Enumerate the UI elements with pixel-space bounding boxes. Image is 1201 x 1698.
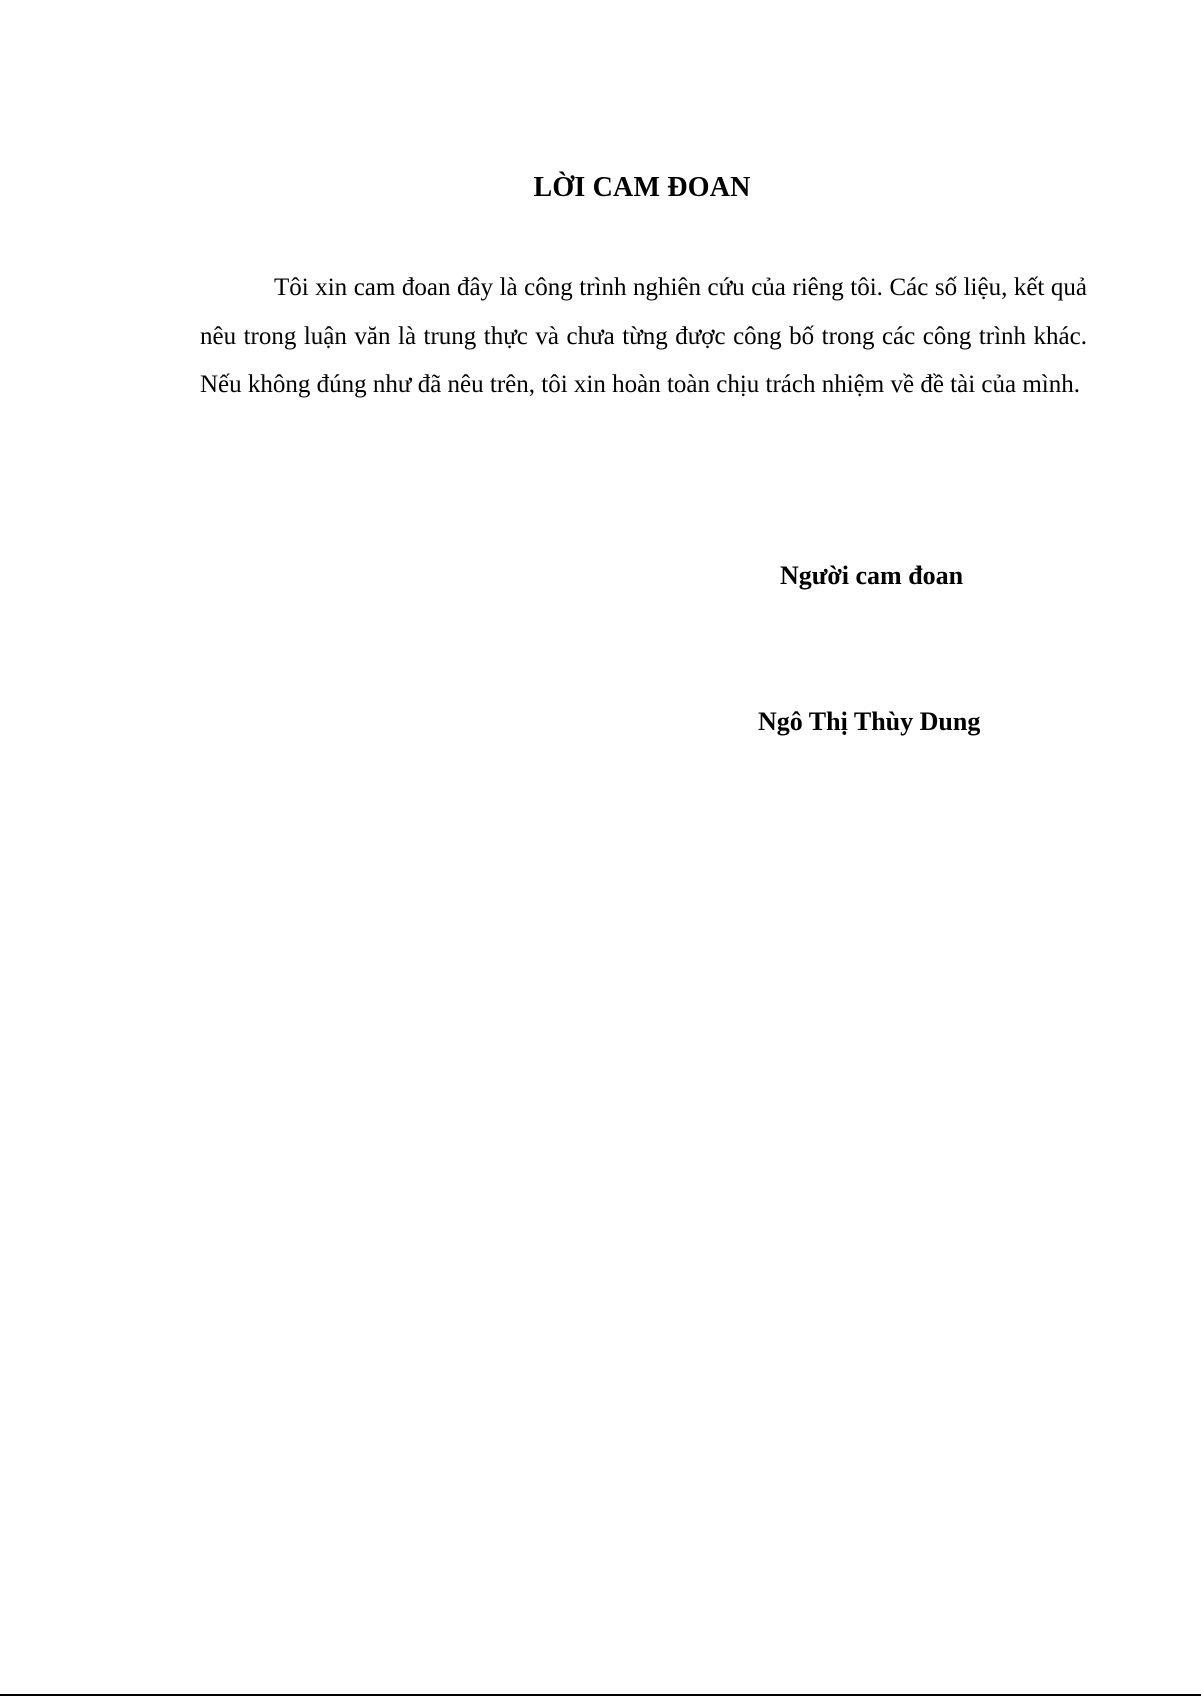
bottom-edge-line	[0, 1694, 1201, 1696]
signer-label: Người cam đoan	[780, 561, 964, 590]
page-title: LỜI CAM ĐOAN	[533, 172, 751, 203]
declaration-paragraph: Tôi xin cam đoan đây là công trình nghiên cứu của riêng tôi. Các số liệu, kết quả nêu trong luận văn là trung thực và chưa từng được công bố trong các công trình khác. Nếu không đúng như đã nêu trên, tôi xin hoàn toàn chịu trách nhiệm về đề tài của mình.	[200, 274, 1087, 398]
signer-name: Ngô Thị Thùy Dung	[758, 707, 981, 736]
declaration-body	[200, 264, 1087, 410]
